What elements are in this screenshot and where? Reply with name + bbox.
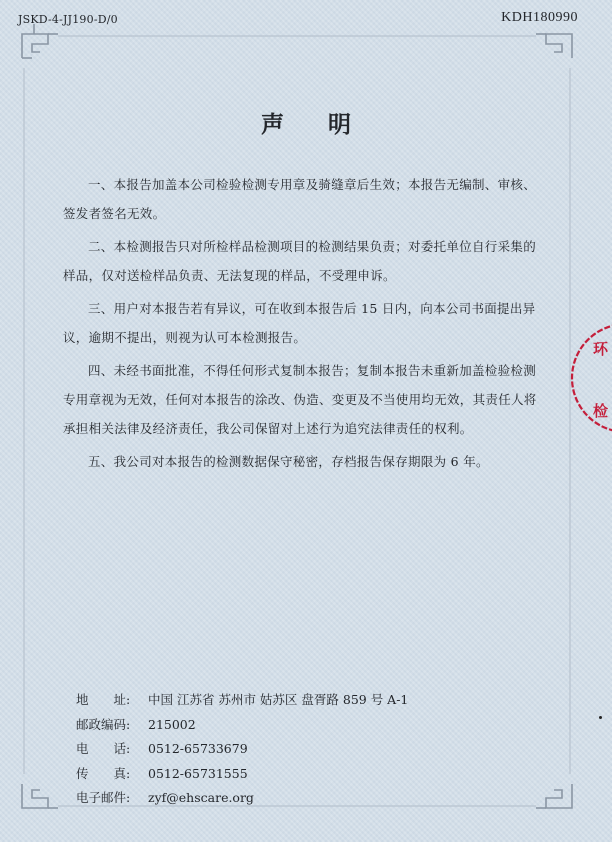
statement-item-3: 三、用户对本报告若有异议，可在收到本报告后 15 日内，向本公司书面提出异议，逾期不提出，则视为认可本检测报告。: [63, 301, 536, 345]
email-value: zyf@ehscare.org: [148, 790, 254, 805]
page-title: 声明: [261, 111, 395, 138]
phone-row: [76, 737, 408, 762]
statement-item-5: 五、我公司对本报告的检测数据保守秘密，存档报告保存期限为 6 年。: [88, 454, 489, 469]
report-number: KDH180990: [501, 10, 578, 25]
fax-row: [76, 762, 408, 787]
postcode-value: 215002: [148, 716, 196, 732]
document-code: JSKD-4-JJ190-D/0: [18, 13, 118, 26]
email-row: [76, 786, 408, 811]
statement-item-2: 二、本检测报告只对所检样品检测项目的检测结果负责；对委托单位自行采集的样品，仅对送检样品负责、无法复现的样品，不受理申诉。: [63, 239, 537, 283]
phone-label: 电 话:: [76, 741, 131, 756]
phone-value: 0512-65733679: [148, 741, 248, 756]
postcode-label: 邮政编码:: [76, 716, 131, 732]
address-row: [76, 688, 408, 713]
seal-char-1: 环: [592, 340, 608, 358]
email-label: 电子邮件:: [76, 790, 131, 805]
contact-info: [76, 688, 408, 811]
punch-mark: [599, 716, 602, 719]
fax-value: 0512-65731555: [148, 765, 248, 781]
statement-item-1: 一、本报告加盖本公司检验检测专用章及骑缝章后生效；本报告无编制、审核、签发者签名无效。: [63, 177, 537, 221]
fax-label: 传 真:: [76, 765, 131, 781]
seal-stamp: [566, 318, 612, 438]
address-value: 中国 江苏省 苏州市 姑苏区 盘胥路 859 号 A-1: [148, 692, 409, 707]
statement-body: [63, 170, 541, 480]
address-label: 地 址:: [76, 692, 131, 707]
statement-item-4: 四、未经书面批准，不得任何形式复制本报告；复制本报告未重新加盖检验检测专用章视为无效，任何对本报告的涂改、伪造、变更及不当使用均无效，其责任人将承担相关法律及经济责任，我公司保留对上述行为追究法律责任的权利。: [63, 363, 537, 436]
seal-char-2: 检: [592, 402, 608, 420]
postcode-row: [76, 713, 408, 738]
